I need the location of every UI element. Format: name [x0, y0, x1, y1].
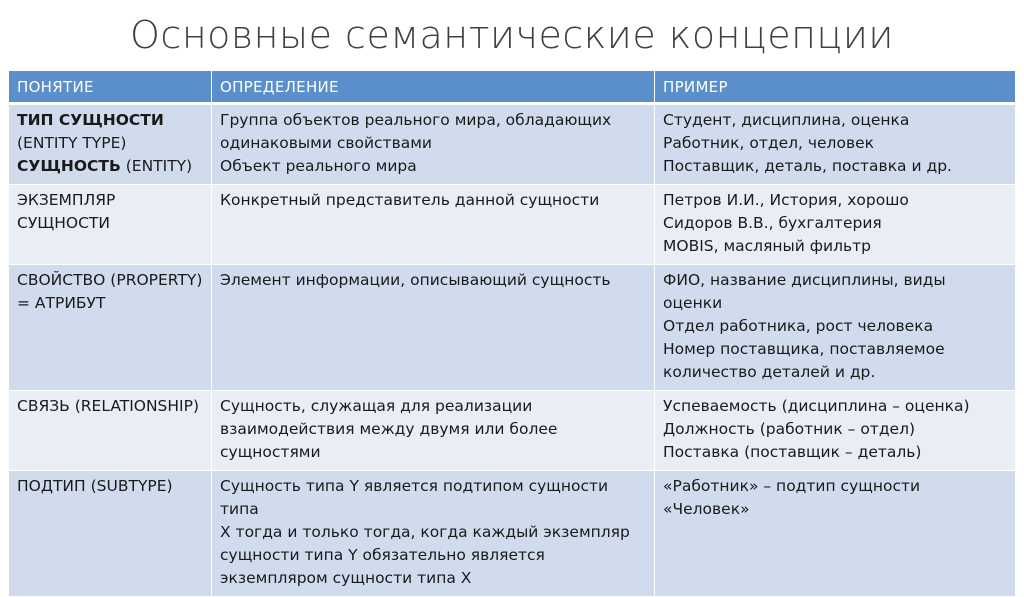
definition-cell [212, 185, 655, 265]
example-text: «Работник» – подтип сущности [663, 477, 921, 495]
table-header-row [9, 71, 1015, 105]
example-text: Поставка (поставщик – деталь) [663, 443, 922, 461]
definition-text: Группа объектов реального мира, обладающих [220, 111, 612, 129]
definition-cell [212, 471, 655, 597]
example-text: Номер поставщика, поставляемое [663, 340, 945, 358]
concept-text: = АТРИБУТ [17, 294, 106, 312]
concept-cell [9, 391, 212, 471]
definition-text: Конкретный представитель данной сущности [220, 191, 600, 209]
table-row [9, 105, 1015, 185]
definition-text: Сущность, служащая для реализации [220, 397, 533, 415]
definition-cell [212, 105, 655, 185]
slide-title: Основные семантические концепции [130, 13, 894, 57]
example-text: Должность (работник – отдел) [663, 420, 916, 438]
example-text: Сидоров В.В., бухгалтерия [663, 214, 882, 232]
example-text: количество деталей и др. [663, 363, 876, 381]
definition-text: взаимодействия между двумя или более [220, 420, 558, 438]
concept-text: ТИП СУЩНОСТИ [17, 111, 164, 129]
concept-text: СУЩНОСТЬ [17, 157, 121, 175]
example-cell [655, 105, 1015, 185]
definition-text: экземпляром сущности типа X [220, 569, 472, 587]
concept-text: (ENTITY TYPE) [17, 134, 127, 152]
example-cell [655, 471, 1015, 597]
concept-cell [9, 265, 212, 391]
header-concept: ПОНЯТИЕ [9, 71, 212, 105]
table-row [9, 185, 1015, 265]
concept-text: СУЩНОСТИ [17, 214, 110, 232]
definition-text: Объект реального мира [220, 157, 417, 175]
example-text: Успеваемость (дисциплина – оценка) [663, 397, 970, 415]
example-text: Поставщик, деталь, поставка и др. [663, 157, 952, 175]
example-text: ФИО, название дисциплины, виды [663, 271, 946, 289]
concept-text: СВЯЗЬ (RELATIONSHIP) [17, 397, 200, 415]
table-row [9, 391, 1015, 471]
concept-text: (ENTITY) [120, 157, 193, 175]
concept-cell [9, 185, 212, 265]
concept-cell [9, 105, 212, 185]
example-cell [655, 265, 1015, 391]
example-text: Петров И.И., История, хорошо [663, 191, 909, 209]
example-text: Работник, отдел, человек [663, 134, 874, 152]
table-row [9, 265, 1015, 391]
definition-text: X тогда и только тогда, когда каждый экземпляр [220, 523, 630, 541]
example-text: MOBIS, масляный фильтр [663, 237, 872, 255]
header-example: ПРИМЕР [655, 71, 1015, 105]
example-text: «Человек» [663, 500, 750, 518]
definition-text: сущностями [220, 443, 321, 461]
definition-text: сущности типа Y обязательно является [220, 546, 545, 564]
example-cell [655, 185, 1015, 265]
concept-cell [9, 471, 212, 597]
example-text: оценки [663, 294, 723, 312]
concept-text: СВОЙСТВО (PROPERTY) [17, 271, 203, 289]
concept-text: ПОДТИП (SUBTYPE) [17, 477, 173, 495]
definition-text: Сущность типа Y является подтипом сущности типа [220, 477, 609, 518]
definition-text: одинаковыми свойствами [220, 134, 432, 152]
example-text: Студент, дисциплина, оценка [663, 111, 910, 129]
table-row [9, 471, 1015, 597]
concepts-table [9, 71, 1015, 597]
example-cell [655, 391, 1015, 471]
definition-text: Элемент информации, описывающий сущность [220, 271, 611, 289]
concept-text: ЭКЗЕМПЛЯР [17, 191, 116, 209]
definition-cell [212, 265, 655, 391]
example-text: Отдел работника, рост человека [663, 317, 934, 335]
header-definition: ОПРЕДЕЛЕНИЕ [212, 71, 655, 105]
definition-cell [212, 391, 655, 471]
